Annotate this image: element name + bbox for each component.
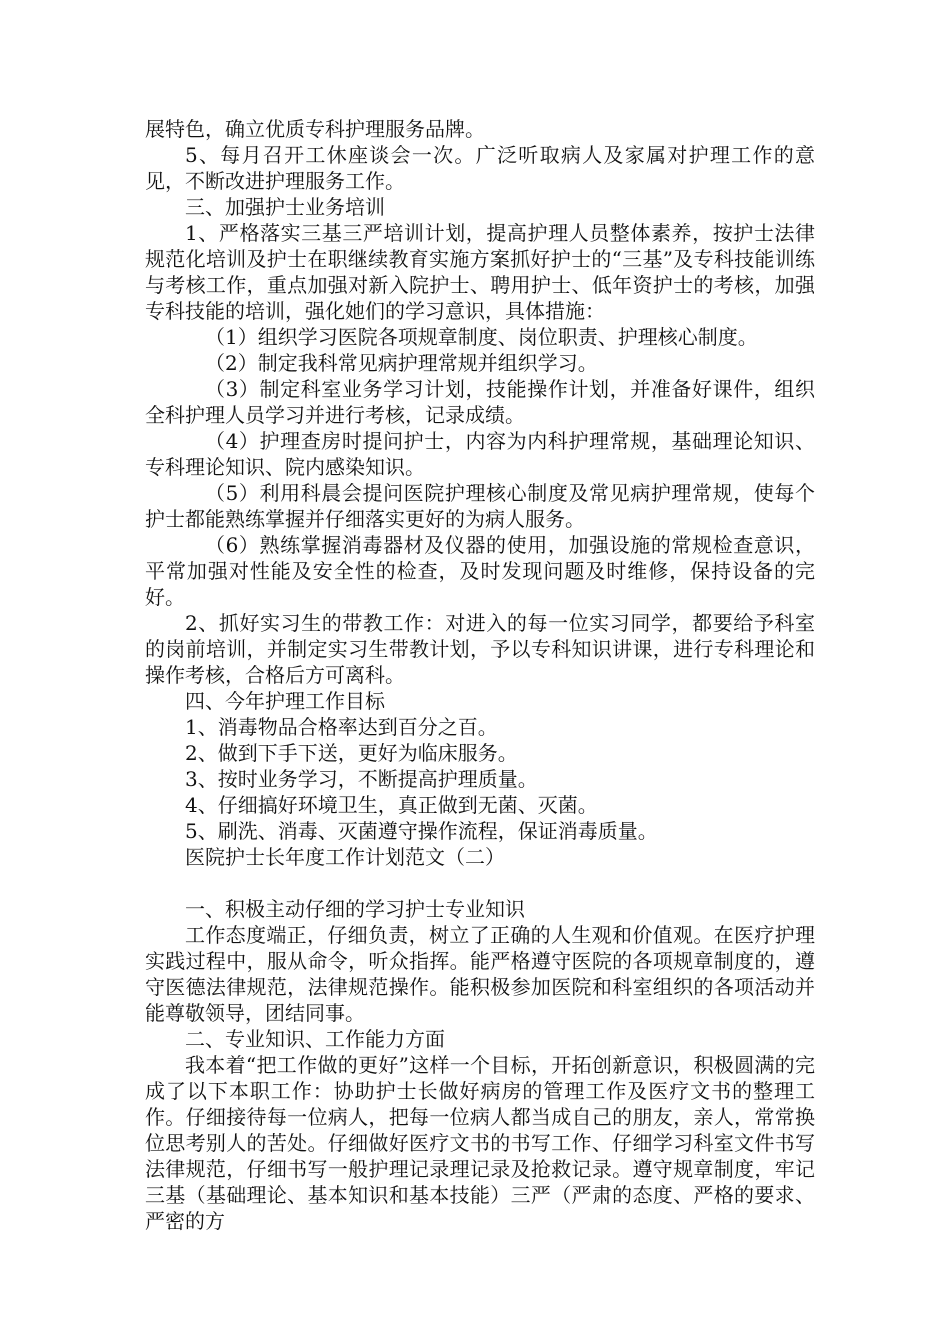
paragraph: 1、严格落实三基三严培训计划，提高护理人员整体素养，按护士法律规范化培训及护士在职继续教育实施方案抓好护士的“三基”及专科技能训练与考核工作，重点加强对新入院护士、聘用护士、低年资护士的考核，加强专科技能的培训，强化她们的学习意识，具体措施： [145, 221, 815, 323]
paragraph: 工作态度端正，仔细负责，树立了正确的人生观和价值观。在医疗护理实践过程中，服从命令，听众指挥。能严格遵守医院的各项规章制度的，遵守医德法律规范，法律规范操作。能积极参加医院和科室组织的各项活动并能尊敬领导，团结同事。 [145, 923, 815, 1025]
section-heading: 一、积极主动仔细的学习护士专业知识 [185, 897, 525, 921]
blank-line [145, 870, 815, 896]
paragraph: 展特色，确立优质专科护理服务品牌。 [145, 117, 485, 141]
section-heading: 三、加强护士业务培训 [185, 195, 385, 219]
list-item: （5）利用科晨会提问医院护理核心制度及常见病护理常规，使每个护士都能熟练掌握并仔细落实更好的为病人服务。 [145, 481, 815, 531]
paragraph: 2、抓好实习生的带教工作：对进入的每一位实习同学，都要给予科室的岗前培训，并制定实习生带教计划，予以专科知识讲课，进行专科理论和操作考核，合格后方可离科。 [145, 611, 815, 687]
document-title: 医院护士长年度工作计划范文（二） [185, 845, 505, 869]
list-item: 3、按时业务学习，不断提高护理质量。 [185, 767, 538, 791]
section-heading: 四、今年护理工作目标 [185, 689, 385, 713]
document-body [145, 116, 815, 1234]
list-item: （4）护理查房时提问护士，内容为内科护理常规，基础理论知识、专科理论知识、院内感染知识。 [145, 429, 815, 479]
list-item: 5、刷洗、消毒、灭菌遵守操作流程，保证消毒质量。 [185, 819, 658, 843]
list-item: （3）制定科室业务学习计划，技能操作计划，并准备好课件，组织全科护理人员学习并进行考核，记录成绩。 [145, 377, 815, 427]
paragraph: 我本着“把工作做的更好”这样一个目标，开拓创新意识，积极圆满的完成了以下本职工作：协助护士长做好病房的管理工作及医疗文书的整理工作。仔细接待每一位病人，把每一位病人都当成自己的朋友，亲人，常常换位思考别人的苦处。仔细做好医疗文书的书写工作、仔细学习科室文件书写法律规范，仔细书写一般护理记录理记录及抢救记录。遵守规章制度，牢记三基（基础理论、基本知识和基本技能）三严（严肃的态度、严格的要求、严密的方 [145, 1053, 815, 1233]
list-item: （6）熟练掌握消毒器材及仪器的使用，加强设施的常规检查意识，平常加强对性能及安全性的检查，及时发现问题及时维修，保持设备的完好。 [145, 533, 815, 609]
section-heading: 二、专业知识、工作能力方面 [185, 1027, 445, 1051]
list-item: 1、消毒物品合格率达到百分之百。 [185, 715, 498, 739]
list-item: （1）组织学习医院各项规章制度、岗位职责、护理核心制度。 [205, 325, 758, 349]
list-item: （2）制定我科常见病护理常规并组织学习。 [205, 351, 598, 375]
list-item: 2、做到下手下送，更好为临床服务。 [185, 741, 518, 765]
list-item: 4、仔细搞好环境卫生，真正做到无菌、灭菌。 [185, 793, 598, 817]
paragraph: 5、每月召开工休座谈会一次。广泛听取病人及家属对护理工作的意见，不断改进护理服务工作。 [145, 143, 815, 193]
